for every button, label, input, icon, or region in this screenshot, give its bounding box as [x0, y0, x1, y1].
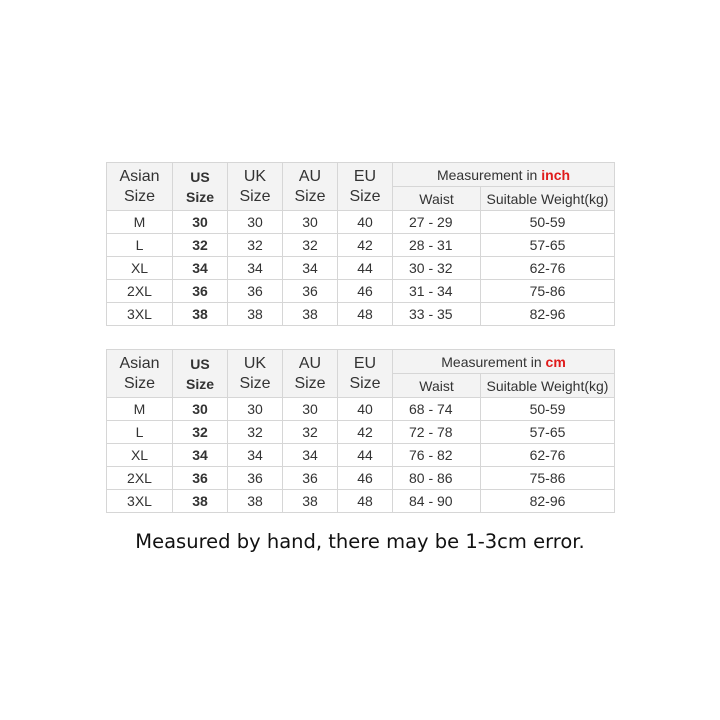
measurement-unit: cm	[545, 353, 566, 370]
size-chart-inch	[106, 162, 615, 326]
cell-uk: 30	[228, 211, 283, 234]
header-weight: Suitable Weight(kg)	[481, 187, 615, 211]
cell-us: 38	[173, 303, 228, 326]
header-uk-size: UK Size	[228, 350, 283, 398]
table-row	[107, 280, 615, 303]
cell-waist: 72 - 78	[393, 421, 481, 444]
cell-uk: 36	[228, 280, 283, 303]
cell-au: 38	[283, 490, 338, 513]
header-au-size: AU Size	[283, 350, 338, 398]
cell-asian: L	[107, 421, 173, 444]
header-row	[107, 350, 615, 374]
cell-eu: 48	[338, 303, 393, 326]
cell-weight: 50-59	[481, 398, 615, 421]
measurement-note: Measured by hand, there may be 1-3cm error.	[135, 530, 585, 553]
cell-au: 34	[283, 444, 338, 467]
cell-asian: 3XL	[107, 303, 173, 326]
cell-us: 36	[173, 280, 228, 303]
table-row	[107, 234, 615, 257]
cell-au: 32	[283, 421, 338, 444]
cell-uk: 34	[228, 257, 283, 280]
cell-eu: 42	[338, 234, 393, 257]
cell-eu: 44	[338, 444, 393, 467]
cell-us: 32	[173, 421, 228, 444]
cell-asian: 2XL	[107, 280, 173, 303]
cell-weight: 75-86	[481, 467, 615, 490]
header-weight: Suitable Weight(kg)	[481, 374, 615, 398]
cell-au: 36	[283, 280, 338, 303]
cell-waist: 33 - 35	[393, 303, 481, 326]
table-row	[107, 444, 615, 467]
measurement-unit: inch	[541, 166, 571, 183]
table-row	[107, 211, 615, 234]
cell-us: 32	[173, 234, 228, 257]
header-us-size: US Size	[173, 163, 228, 211]
cell-uk: 38	[228, 303, 283, 326]
cell-eu: 46	[338, 280, 393, 303]
cell-us: 38	[173, 490, 228, 513]
cell-asian: L	[107, 234, 173, 257]
cell-uk: 34	[228, 444, 283, 467]
cell-weight: 57-65	[481, 234, 615, 257]
header-eu-size: EU Size	[338, 350, 393, 398]
cell-waist: 76 - 82	[393, 444, 481, 467]
cell-uk: 30	[228, 398, 283, 421]
cell-weight: 50-59	[481, 211, 615, 234]
header-us-size: US Size	[173, 350, 228, 398]
cell-eu: 40	[338, 398, 393, 421]
cell-au: 38	[283, 303, 338, 326]
header-uk-size: UK Size	[228, 163, 283, 211]
cell-au: 30	[283, 211, 338, 234]
table-row	[107, 303, 615, 326]
cell-us: 36	[173, 467, 228, 490]
cell-waist: 31 - 34	[393, 280, 481, 303]
cell-asian: M	[107, 211, 173, 234]
cell-asian: M	[107, 398, 173, 421]
cell-au: 36	[283, 467, 338, 490]
header-measurement: Measurement in inch	[393, 163, 615, 187]
cell-uk: 36	[228, 467, 283, 490]
cell-weight: 75-86	[481, 280, 615, 303]
cell-eu: 42	[338, 421, 393, 444]
cell-asian: 2XL	[107, 467, 173, 490]
cell-us: 34	[173, 257, 228, 280]
table-row	[107, 421, 615, 444]
header-au-size: AU Size	[283, 163, 338, 211]
cell-uk: 38	[228, 490, 283, 513]
table-row	[107, 398, 615, 421]
header-waist: Waist	[393, 374, 481, 398]
cell-waist: 68 - 74	[393, 398, 481, 421]
cell-uk: 32	[228, 421, 283, 444]
cell-eu: 46	[338, 467, 393, 490]
cell-au: 32	[283, 234, 338, 257]
cell-au: 30	[283, 398, 338, 421]
cell-waist: 84 - 90	[393, 490, 481, 513]
table-row	[107, 257, 615, 280]
cell-asian: XL	[107, 444, 173, 467]
cell-waist: 30 - 32	[393, 257, 481, 280]
cell-waist: 80 - 86	[393, 467, 481, 490]
cell-us: 30	[173, 211, 228, 234]
header-eu-size: EU Size	[338, 163, 393, 211]
cell-au: 34	[283, 257, 338, 280]
cell-asian: XL	[107, 257, 173, 280]
header-asian-size: Asian Size	[107, 350, 173, 398]
cell-uk: 32	[228, 234, 283, 257]
cell-waist: 27 - 29	[393, 211, 481, 234]
cell-eu: 40	[338, 211, 393, 234]
table-row	[107, 490, 615, 513]
cell-us: 30	[173, 398, 228, 421]
cell-weight: 57-65	[481, 421, 615, 444]
header-asian-size: Asian Size	[107, 163, 173, 211]
cell-eu: 44	[338, 257, 393, 280]
cell-asian: 3XL	[107, 490, 173, 513]
cell-weight: 62-76	[481, 257, 615, 280]
cell-eu: 48	[338, 490, 393, 513]
cell-weight: 82-96	[481, 303, 615, 326]
cell-us: 34	[173, 444, 228, 467]
header-measurement: Measurement in cm	[393, 350, 615, 374]
table-row	[107, 467, 615, 490]
header-row	[107, 163, 615, 187]
size-chart-cm	[106, 349, 615, 513]
cell-waist: 28 - 31	[393, 234, 481, 257]
cell-weight: 62-76	[481, 444, 615, 467]
cell-weight: 82-96	[481, 490, 615, 513]
header-waist: Waist	[393, 187, 481, 211]
